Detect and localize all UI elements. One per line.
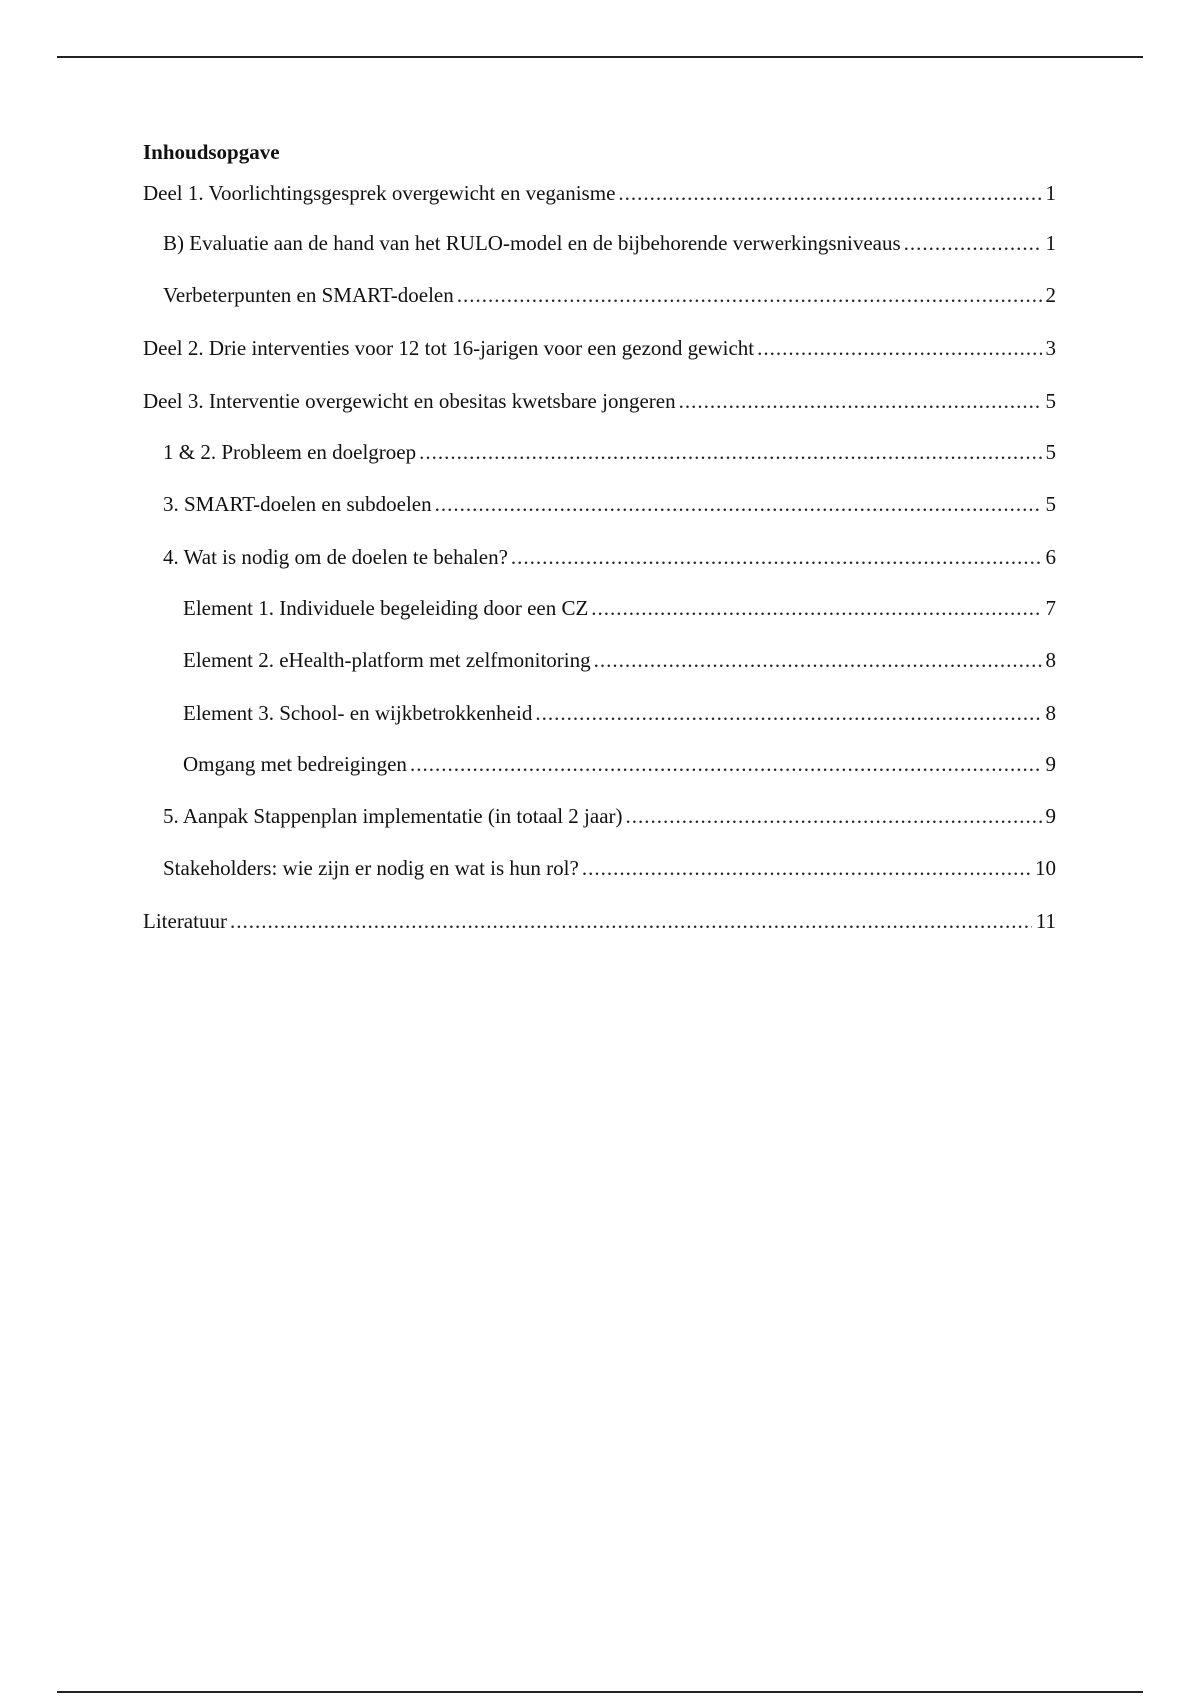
toc-entry-label: 1 & 2. Probleem en doelgroep [163, 440, 417, 464]
toc-entry-page: 11 [1035, 909, 1056, 933]
toc-entry-label: B) Evaluatie aan de hand van het RULO-model en de bijbehorende verwerkingsniveaus [163, 231, 901, 255]
dot-leader [511, 544, 1042, 570]
toc-entry-label: Verbeterpunten en SMART-doelen [163, 283, 454, 307]
dot-leader [626, 803, 1042, 829]
dot-leader [904, 230, 1042, 256]
toc-entry[interactable] [183, 696, 1056, 726]
dot-leader [679, 388, 1042, 414]
dot-leader [582, 855, 1031, 881]
dot-leader [594, 647, 1042, 673]
toc-entry-label: Deel 3. Interventie overgewicht en obesitas kwetsbare jongeren [143, 389, 676, 413]
toc-entry[interactable] [143, 331, 1056, 361]
toc-entry-label: Stakeholders: wie zijn er nodig en wat is hun rol? [163, 856, 579, 880]
toc-entry-label: Omgang met bedreigingen [183, 752, 407, 776]
toc-entry[interactable] [183, 591, 1056, 621]
dot-leader [591, 595, 1041, 621]
toc-entry[interactable] [183, 747, 1056, 777]
toc-entry[interactable] [143, 176, 1056, 206]
toc-entry-page: 8 [1045, 701, 1056, 725]
toc-entry[interactable] [163, 435, 1056, 465]
toc-entry-page: 5 [1045, 492, 1056, 516]
toc-entry-label: Deel 2. Drie interventies voor 12 tot 16-jarigen voor een gezond gewicht [143, 336, 755, 360]
dot-leader [757, 335, 1041, 361]
toc-entry[interactable] [163, 487, 1056, 517]
toc-entry-page: 6 [1045, 545, 1056, 569]
toc-entry[interactable] [163, 278, 1056, 308]
toc-entry-label: Element 1. Individuele begeleiding door een CZ [183, 596, 589, 620]
toc-entry[interactable] [163, 540, 1056, 570]
toc-entry-page: 2 [1045, 283, 1056, 307]
toc-entry-page: 5 [1045, 389, 1056, 413]
toc-entry-page: 7 [1045, 596, 1056, 620]
toc-entry-label: Element 3. School- en wijkbetrokkenheid [183, 701, 533, 725]
toc-entry-label: Literatuur [143, 909, 227, 933]
toc-entry[interactable] [183, 643, 1056, 673]
dot-leader [230, 908, 1032, 934]
dot-leader [410, 751, 1042, 777]
toc-entry-page: 1 [1045, 181, 1056, 205]
toc-entry[interactable] [163, 799, 1056, 829]
dot-leader [435, 491, 1042, 517]
toc-entry-page: 8 [1045, 648, 1056, 672]
toc-entry-label: 4. Wat is nodig om de doelen te behalen? [163, 545, 508, 569]
toc-entry[interactable] [143, 904, 1056, 934]
dot-leader [457, 282, 1042, 308]
dot-leader [618, 180, 1041, 206]
toc-entry[interactable] [143, 384, 1056, 414]
dot-leader [419, 439, 1041, 465]
toc-entry[interactable] [163, 226, 1056, 256]
toc-entry-label: 3. SMART-doelen en subdoelen [163, 492, 432, 516]
toc-entry-label: Deel 1. Voorlichtingsgesprek overgewicht en veganisme [143, 181, 616, 205]
toc-entry-page: 5 [1045, 440, 1056, 464]
toc-entry-page: 9 [1045, 804, 1056, 828]
toc-entry[interactable] [163, 851, 1056, 881]
toc-entry-page: 1 [1045, 231, 1056, 255]
toc-title: Inhoudsopgave [143, 140, 280, 164]
toc-entry-label: Element 2. eHealth-platform met zelfmonitoring [183, 648, 591, 672]
header-rule [57, 56, 1143, 58]
footer-rule [57, 1691, 1143, 1693]
table-of-contents [143, 138, 1056, 933]
toc-entry-page: 9 [1045, 752, 1056, 776]
toc-entry-label: 5. Aanpak Stappenplan implementatie (in totaal 2 jaar) [163, 804, 623, 828]
toc-entry-page: 3 [1045, 336, 1056, 360]
toc-entry-page: 10 [1035, 856, 1056, 880]
dot-leader [535, 700, 1041, 726]
